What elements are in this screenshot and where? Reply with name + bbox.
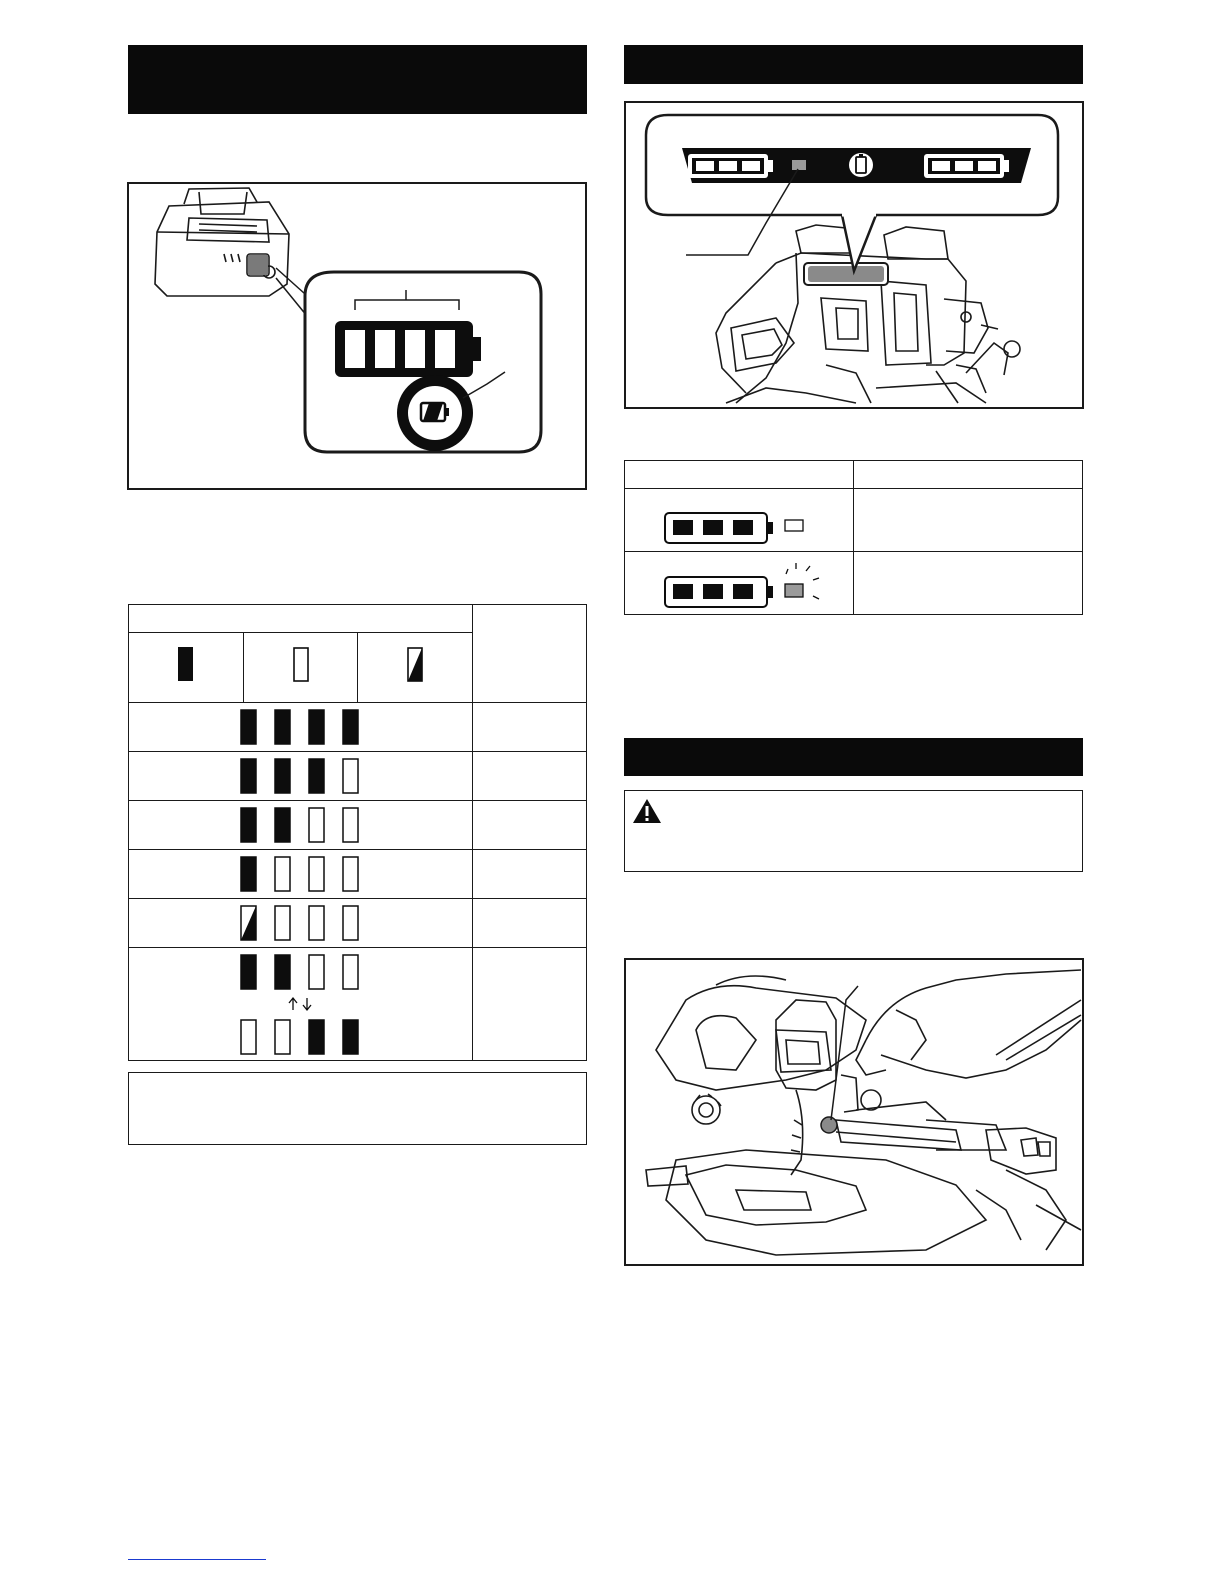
lamp-lit <box>241 808 256 842</box>
lamp-lit <box>275 710 290 744</box>
lamp-off <box>275 1020 290 1054</box>
lamp-lit <box>275 759 290 793</box>
legend-blink-cell <box>358 633 473 703</box>
capacity-table-header-right <box>472 605 587 703</box>
lamp-lit <box>309 1020 324 1054</box>
lamp-lit <box>241 759 256 793</box>
legend-lit-cell <box>129 633 244 703</box>
lamp-off <box>309 808 324 842</box>
footer-link[interactable] <box>128 1559 266 1560</box>
lamp-off <box>343 955 358 989</box>
lamp-lit <box>309 759 324 793</box>
capacity-row <box>129 752 473 801</box>
lamp-gauge <box>129 850 471 899</box>
lamp-gauge <box>129 801 471 850</box>
lamp-off <box>343 857 358 891</box>
lamp-off <box>275 906 290 940</box>
warning-triangle-icon <box>631 797 671 837</box>
capacity-row-value <box>472 948 587 1061</box>
lamp-lit <box>343 1020 358 1054</box>
lamp-off <box>343 906 358 940</box>
lit-icon <box>129 633 243 703</box>
capacity-row-value <box>472 752 587 801</box>
lamp-off <box>241 1020 256 1054</box>
capacity-row-value <box>472 801 587 850</box>
lamp-lit <box>309 710 324 744</box>
note-box <box>128 1072 587 1145</box>
indicator-table-header-left <box>625 461 854 489</box>
indicator-row-blinking-desc <box>854 552 1083 615</box>
battery-cartridge-figure <box>127 182 587 490</box>
capacity-row <box>129 801 473 850</box>
capacity-row-value <box>472 899 587 948</box>
tool-battery-indicator-illustration <box>626 103 1086 411</box>
lamp-lit <box>343 710 358 744</box>
capacity-row <box>129 850 473 899</box>
lamp-off <box>309 906 324 940</box>
indicator-row-blinking <box>625 552 854 615</box>
lamp-lit <box>241 955 256 989</box>
off-icon <box>244 633 358 703</box>
miter-saw-lock-pin-illustration <box>626 960 1086 1268</box>
battery-cartridge-illustration <box>129 184 589 492</box>
left-header-bar <box>128 45 587 114</box>
capacity-row-alternating <box>129 948 473 1061</box>
right-header-bar-2 <box>624 738 1083 776</box>
lamp-off <box>343 808 358 842</box>
indicator-table <box>624 460 1083 615</box>
capacity-row <box>129 703 473 752</box>
lamp-gauge <box>129 899 471 948</box>
lamp-off <box>275 857 290 891</box>
capacity-row-value <box>472 703 587 752</box>
capacity-table <box>128 604 587 1061</box>
lamp-off <box>343 759 358 793</box>
lamp-gauge <box>129 752 471 801</box>
capacity-table-header <box>129 605 473 633</box>
lamp-off-icon <box>625 489 853 552</box>
legend-off-cell <box>243 633 358 703</box>
lamp-lit <box>275 808 290 842</box>
capacity-row <box>129 899 473 948</box>
lamp-off <box>309 857 324 891</box>
warning-box <box>624 790 1083 872</box>
lamp-gauge <box>129 948 471 1061</box>
lamp-blinking-icon <box>625 552 853 615</box>
miter-saw-figure <box>624 958 1084 1266</box>
indicator-row-off <box>625 489 854 552</box>
lamp-lit <box>241 710 256 744</box>
lamp-lit <box>275 955 290 989</box>
indicator-table-header-right <box>854 461 1083 489</box>
lamp-lit <box>241 857 256 891</box>
blinking-icon <box>358 633 472 703</box>
tool-indicator-figure <box>624 101 1084 409</box>
lamp-gauge <box>129 703 471 752</box>
capacity-row-value <box>472 850 587 899</box>
indicator-row-off-desc <box>854 489 1083 552</box>
right-header-bar-1 <box>624 45 1083 84</box>
lamp-off <box>309 955 324 989</box>
